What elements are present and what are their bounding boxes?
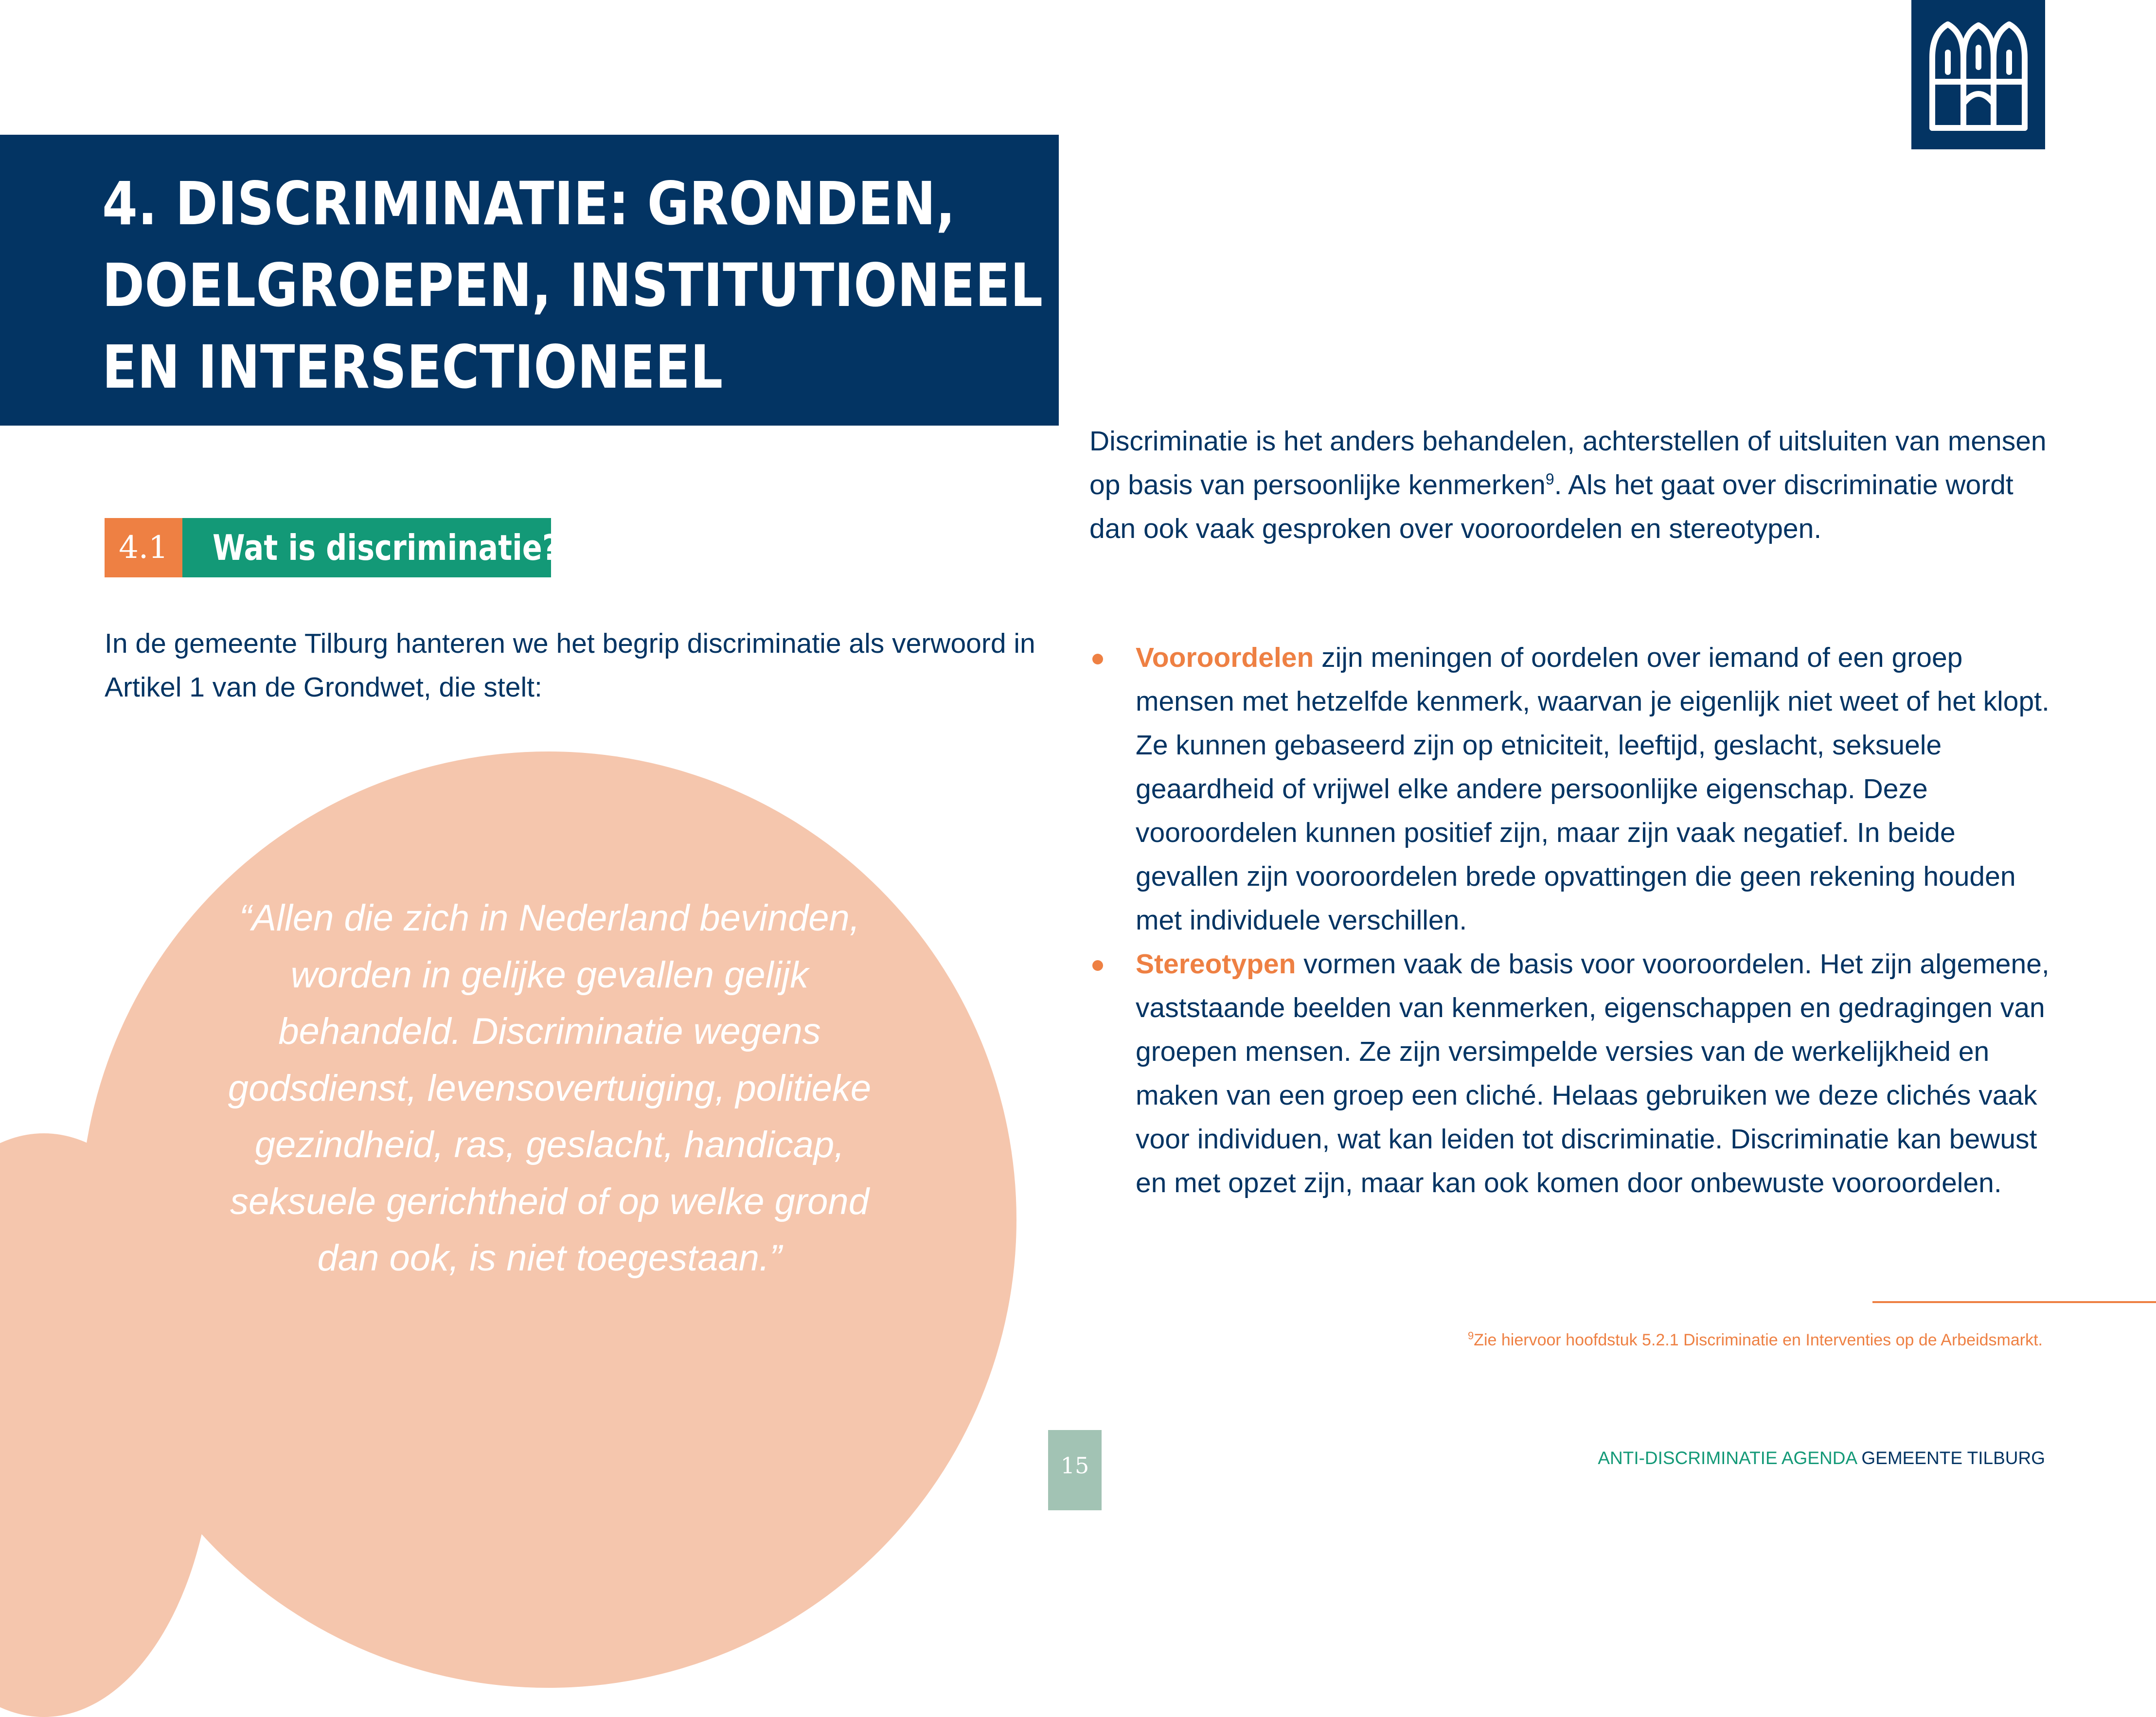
chapter-title-line-3: EN INTERSECTIONEEL (102, 333, 723, 402)
section-number: 4.1 (105, 518, 182, 577)
chapter-title-line-2: DOELGROEPEN, INSTITUTIONEEL (102, 251, 1043, 320)
grondwet-quote: “Allen die zich in Nederland bevinden, worden in gelijke gevallen gelijk behandeld. Discriminatie wegens godsdienst, levensovertuiging, politieke gezindheid, ras, geslacht, handicap, seksuele gerichtheid of op welke grond dan ook, is niet toegestaan.” (228, 897, 872, 1279)
list-item (1089, 942, 2062, 1205)
chapter-title-banner (0, 135, 1059, 426)
intro-paragraph: In de gemeente Tilburg hanteren we het begrip discriminatie als verwoord in Artikel 1 van de Grondwet, die stelt: (105, 628, 1035, 703)
running-footer-municipality: GEMEENTE TILBURG (1856, 1448, 2045, 1468)
footnote-text: Zie hiervoor hoofdstuk 5.2.1 Discriminatie en Interventies op de Arbeidsmarkt. (1474, 1331, 2043, 1349)
footnote-divider (1872, 1301, 2156, 1303)
definition-text-2: . Als het gaat over discriminatie wordt dan ook vaak gesproken over vooroordelen en stereotypen. (1089, 469, 2013, 544)
tilburg-castle-logo-icon (1927, 18, 2030, 131)
bullet-term: Stereotypen (1136, 948, 1296, 980)
tilburg-logo (1911, 0, 2045, 149)
running-footer-agenda: ANTI-DISCRIMINATIE AGENDA (1598, 1448, 1857, 1468)
definition-paragraph (1089, 419, 2062, 551)
footnote (1313, 1328, 2043, 1352)
chapter-title-line-1: 4. DISCRIMINATIE: GRONDEN, (102, 169, 956, 238)
bullet-term: Vooroordelen (1136, 642, 1314, 673)
list-item (1089, 636, 2062, 942)
bullet-text: vormen vaak de basis voor vooroordelen. Het zijn algemene, vaststaande beelden van kenmerken, eigenschappen en gedragingen van groepen mensen. Ze zijn versimpelde versies van de werkelijkheid en maken van een groep een cliché. Helaas gebruiken we deze clichés vaak voor individuen, wat kan leiden tot discriminatie. Discriminatie kan bewust en met opzet zijn, maar kan ook komen door onbewuste vooroordelen. (1136, 948, 2049, 1198)
page-number: 15 (1048, 1430, 1102, 1510)
section-heading-text: Wat is discriminatie? (213, 527, 559, 568)
bullet-dot-icon (1092, 960, 1103, 971)
definition-bullet-list (1089, 636, 2062, 1205)
running-footer (1410, 1445, 2045, 1472)
bullet-dot-icon (1092, 654, 1103, 664)
bullet-text: zijn meningen of oordelen over iemand of een groep mensen met hetzelfde kenmerk, waarvan je eigenlijk niet weet of het klopt. Ze kunnen gebaseerd zijn op etniciteit, leeftijd, geslacht, seksuele geaardheid of vrijwel elke andere persoonlijke eigenschap. Deze vooroordelen kunnen positief zijn, maar zijn vaak negatief. In beide gevallen zijn vooroordelen brede opvattingen die geen rekening houden met individuele verschillen. (1136, 642, 2049, 936)
definition-text-1: Discriminatie is het anders behandelen, achterstellen of uitsluiten van mensen op basis van persoonlijke kenmerken (1089, 426, 2047, 501)
footnote-marker: 9 (1467, 1329, 1474, 1342)
section-heading (182, 518, 559, 577)
footnote-reference: 9 (1545, 470, 1554, 488)
